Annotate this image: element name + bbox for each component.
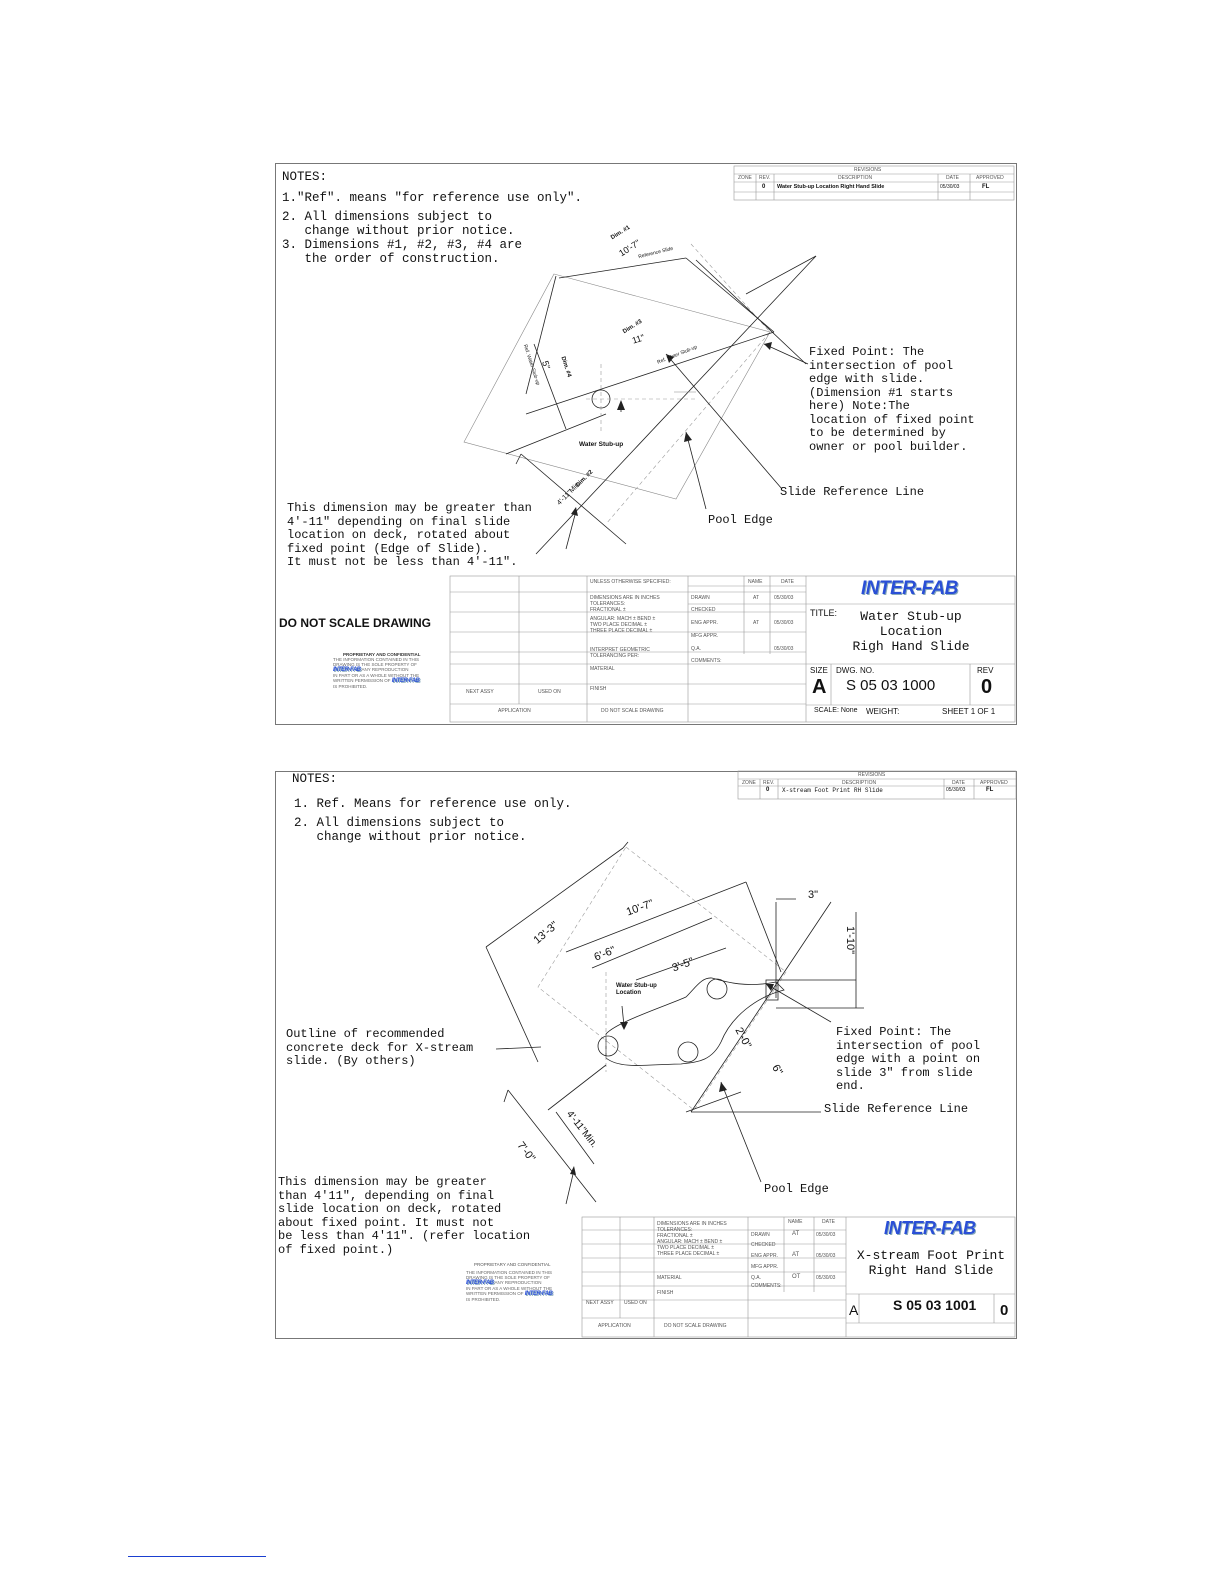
fixed-point-callout-2: Fixed Point: The intersection of pool edge with a point on slide 3" from slide end. xyxy=(836,1025,981,1093)
proprietary2-logo: INTER-FAB xyxy=(466,1280,494,1286)
application-label-2: APPLICATION xyxy=(598,1323,631,1329)
greater-dimension-note-2: This dimension may be greater than 4'11", depending on final slide location on deck, rotated about fixed point. It must not be less than 4'11". (refer location of fixed point.) xyxy=(278,1175,531,1257)
proprietary-line-1: THE INFORMATION CONTAINED IN THIS xyxy=(333,657,420,662)
spec-tolerancing: TOLERANCING PER: xyxy=(590,653,640,659)
proprietary-line-6: IS PROHIBITED. xyxy=(333,684,368,689)
drawing-number: S 05 03 1000 xyxy=(846,677,936,694)
approval-role-checked: CHECKED xyxy=(691,607,716,613)
approval2-role-checked: CHECKED xyxy=(751,1242,776,1248)
pool-edge-callout-2: Pool Edge xyxy=(764,1182,829,1196)
dim-7-0: 7'-0" xyxy=(514,1139,538,1165)
proprietary-line-3: ANY REPRODUCTION xyxy=(361,667,409,672)
rev-header-date: DATE xyxy=(946,175,959,181)
approval2-name-drawn: AT xyxy=(792,1231,800,1237)
comments-label: COMMENTS: xyxy=(691,658,722,664)
spec2-angular: ANGULAR: MACH ± BEND ± xyxy=(657,1239,723,1245)
rev-header-rev: REV. xyxy=(759,175,771,181)
size-value: A xyxy=(812,676,827,698)
spec-fractional: FRACTIONAL ± xyxy=(590,607,626,613)
dim1-sub: Reference Slide xyxy=(637,245,674,261)
approval2-role-drawn: DRAWN xyxy=(751,1232,770,1238)
spec-tolerances: TOLERANCES: xyxy=(590,601,626,607)
do-not-scale-small-2: DO NOT SCALE DRAWING xyxy=(664,1323,727,1329)
rev2-header-date: DATE xyxy=(952,780,965,786)
spec2-three-place: THREE PLACE DECIMAL ± xyxy=(657,1251,720,1257)
drawing-title-2: X-stream Foot Print Right Hand Slide xyxy=(856,1248,1006,1278)
proprietary2-line-6: IS PROHIBITED. xyxy=(466,1297,501,1302)
spec2-fractional: FRACTIONAL ± xyxy=(657,1233,693,1239)
scale-label: SCALE: None xyxy=(814,707,858,714)
proprietary2-line-5: WRITTEN PERMISSION OF xyxy=(466,1291,524,1296)
used-on-label: USED ON xyxy=(538,689,561,695)
approval-role-mfg: MFG APPR. xyxy=(691,633,719,639)
spec-unless: UNLESS OTHERWISE SPECIFIED: xyxy=(590,579,671,585)
rev2-row-description: X-stream Foot Print RH Slide xyxy=(782,787,883,794)
approval2-date-header: DATE xyxy=(822,1219,835,1225)
rev-header-description: DESCRIPTION xyxy=(838,175,873,181)
proprietary2-line-4: IN PART OR AS A WHOLE WITHOUT THE xyxy=(466,1286,553,1291)
rev-header-zone: ZONE xyxy=(738,175,752,181)
dim-3-5: 3'-5" xyxy=(670,955,696,975)
note-2: 2. All dimensions subject to change without prior notice. xyxy=(282,210,515,238)
spec-dims: DIMENSIONS ARE IN INCHES xyxy=(590,595,660,601)
proprietary-line-4: IN PART OR AS A WHOLE WITHOUT THE xyxy=(333,673,420,678)
spec2-finish: FINISH xyxy=(657,1290,674,1296)
proprietary-title-2: PROPRIETARY AND CONFIDENTIAL xyxy=(474,1262,551,1267)
notes-heading: NOTES: xyxy=(282,170,328,184)
dwg-no-label: DWG. NO. xyxy=(836,666,875,675)
drawing-number-2: S 05 03 1001 xyxy=(893,1297,977,1313)
drawing-sheet-1 xyxy=(275,163,1017,725)
dim-10-7: 10'-7" xyxy=(624,897,656,919)
approval2-role-eng: ENG APPR. xyxy=(751,1253,778,1259)
rev2-header-zone: ZONE xyxy=(742,780,756,786)
company-logo-2: INTER-FAB xyxy=(884,1218,976,1238)
rev2-header-rev: REV. xyxy=(763,780,775,786)
comments-label-2: COMMENTS: xyxy=(751,1283,782,1289)
proprietary-logo: INTER-FAB xyxy=(333,667,361,673)
approval-name-drawn: AT xyxy=(753,595,760,601)
approval2-date-eng: 05/30/03 xyxy=(816,1253,836,1259)
spec-material: MATERIAL xyxy=(590,666,615,672)
spec-two-place: TWO PLACE DECIMAL ± xyxy=(590,622,648,628)
drawing-sheet-2 xyxy=(275,771,1017,1339)
revisions-title-2: REVISIONS xyxy=(858,772,886,778)
rev2-header-approved: APPROVED xyxy=(980,780,1008,786)
dim4-label: Dim. #4 xyxy=(559,355,572,379)
rev2-row-date: 05/30/03 xyxy=(946,787,966,793)
rev-row-date: 05/30/03 xyxy=(940,184,960,190)
size-value-2: A xyxy=(849,1302,859,1318)
spec2-material: MATERIAL xyxy=(657,1275,682,1281)
drawing-title: Water Stub-up Location Righ Hand Slide xyxy=(852,609,970,654)
proprietary-logo-2: INTER-FAB xyxy=(391,678,420,684)
weight-label: WEIGHT: xyxy=(866,707,900,716)
approval2-name-eng: AT xyxy=(792,1252,800,1258)
dim2-label: Dim. #2 xyxy=(575,469,595,489)
approval-date-drawn: 05/30/03 xyxy=(774,595,794,601)
spec-three-place: THREE PLACE DECIMAL ± xyxy=(590,628,653,634)
notes-heading-2: NOTES: xyxy=(292,772,338,786)
proprietary-line-2: DRAWING IS THE SOLE PROPERTY OF xyxy=(333,662,417,667)
note-2-1: 1. Ref. Means for reference use only. xyxy=(294,797,572,811)
dim4-sub: Ref. Water Stub-up xyxy=(521,343,541,387)
title-label: TITLE: xyxy=(810,608,838,618)
greater-dimension-note: This dimension may be greater than 4'-11" depending on final slide location on deck, rotated about fixed point (Edge of Slide). It must not be less than 4'-11". xyxy=(287,501,532,569)
dim-4-11-min: 4'-11"Min. xyxy=(564,1108,600,1151)
used-on-label-2: USED ON xyxy=(624,1300,647,1306)
pool-edge-callout: Pool Edge xyxy=(708,513,773,527)
proprietary2-line-1: THE INFORMATION CONTAINED IN THIS xyxy=(466,1270,553,1275)
dim-13-3: 13'-3" xyxy=(531,919,561,947)
proprietary2-line-2: DRAWING IS THE SOLE PROPERTY OF xyxy=(466,1275,550,1280)
proprietary2-logo-2: INTER-FAB xyxy=(524,1291,553,1297)
rev-label: REV xyxy=(977,666,994,675)
approval-role-drawn: DRAWN xyxy=(691,595,710,601)
approval2-role-qa: Q.A. xyxy=(751,1275,762,1281)
slide-reference-callout-2: Slide Reference Line xyxy=(824,1102,969,1116)
approval-role-eng: ENG APPR. xyxy=(691,620,718,626)
spec-interpret: INTERPRET GEOMETRIC xyxy=(590,647,650,653)
rev2-header-description: DESCRIPTION xyxy=(842,780,877,786)
approval-name-header: NAME xyxy=(748,579,763,585)
water-stub-location-label: Water Stub-up Location xyxy=(616,983,657,996)
dim2-value: 4'-11"Min. xyxy=(555,480,583,507)
spec2-two-place: TWO PLACE DECIMAL ± xyxy=(657,1245,715,1251)
approval-date-qa: 05/30/03 xyxy=(774,646,794,652)
rev-row-approved: FL xyxy=(982,184,990,190)
next-assy-label-2: NEXT ASSY xyxy=(586,1300,614,1306)
do-not-scale-small: DO NOT SCALE DRAWING xyxy=(601,708,664,714)
company-logo: INTER-FAB xyxy=(861,578,958,599)
dim-3: 3" xyxy=(808,889,819,901)
approval2-role-mfg: MFG APPR. xyxy=(751,1264,779,1270)
rev-header-approved: APPROVED xyxy=(976,175,1004,181)
note-3: 3. Dimensions #1, #2, #3, #4 are the order of construction. xyxy=(282,238,523,266)
note-1: 1."Ref". means "for reference use only". xyxy=(282,191,583,205)
proprietary-title: PROPRIETARY AND CONFIDENTIAL xyxy=(343,652,421,657)
spec-angular: ANGULAR: MACH ± BEND ± xyxy=(590,616,656,622)
approval2-date-drawn: 05/30/03 xyxy=(816,1232,836,1238)
dim3-label: Dim. #3 xyxy=(622,318,644,336)
rev-row-rev: 0 xyxy=(762,184,766,190)
outline-callout: Outline of recommended concrete deck for X-stream slide. (By others) xyxy=(286,1027,474,1068)
sheet-number: SHEET 1 OF 1 xyxy=(942,707,996,716)
rev-value: 0 xyxy=(981,676,993,698)
water-stub-label: Water Stub-up xyxy=(579,441,624,448)
dim-6-6: 6'-6" xyxy=(592,944,618,964)
note-2-2: 2. All dimensions subject to change without prior notice. xyxy=(294,816,527,844)
dim-2-0: 2'-0" xyxy=(732,1025,754,1051)
size-label: SIZE xyxy=(810,666,828,675)
approval-name-eng: AT xyxy=(753,620,760,626)
revisions-title: REVISIONS xyxy=(854,167,882,173)
dim1-label: Dim. #1 xyxy=(610,224,632,242)
proprietary-line-5: WRITTEN PERMISSION OF xyxy=(333,678,391,683)
application-label: APPLICATION xyxy=(498,708,531,714)
approval2-name-qa: OT xyxy=(792,1274,801,1280)
approval-date-header: DATE xyxy=(781,579,794,585)
dim3-sub: Ref. Water Stub-up xyxy=(656,344,699,366)
rev2-row-approved: FL xyxy=(986,787,994,793)
approval-date-eng: 05/30/03 xyxy=(774,620,794,626)
dim-6: 6" xyxy=(769,1062,785,1078)
dim1-value: 10'-7" xyxy=(617,237,642,259)
spec2-tolerances: TOLERANCES: xyxy=(657,1227,693,1233)
proprietary2-line-3: ANY REPRODUCTION xyxy=(494,1280,542,1285)
rev-row-description: Water Stub-up Location Right Hand Slide xyxy=(777,184,885,190)
dim-1-10: 1'-10" xyxy=(844,925,857,955)
fixed-point-callout: Fixed Point: The intersection of pool edge with slide. (Dimension #1 starts here) Note:The location of fixed point to be determined by owner or pool builder. xyxy=(809,345,975,454)
approval-role-qa: Q.A. xyxy=(691,646,702,652)
next-assy-label: NEXT ASSY xyxy=(466,689,494,695)
dim4-value: 5" xyxy=(540,359,553,371)
rev-value-2: 0 xyxy=(1000,1302,1009,1319)
dim3-value: 11" xyxy=(630,332,646,346)
do-not-scale-label: DO NOT SCALE DRAWING xyxy=(279,616,431,630)
approval2-name-header: NAME xyxy=(788,1219,803,1225)
approval2-date-qa: 05/30/03 xyxy=(816,1275,836,1281)
rev2-row-rev: 0 xyxy=(766,787,770,793)
footer-link-line xyxy=(128,1556,266,1557)
spec2-dims: DIMENSIONS ARE IN INCHES xyxy=(657,1221,727,1227)
spec-finish: FINISH xyxy=(590,686,607,692)
slide-reference-callout: Slide Reference Line xyxy=(780,485,925,499)
